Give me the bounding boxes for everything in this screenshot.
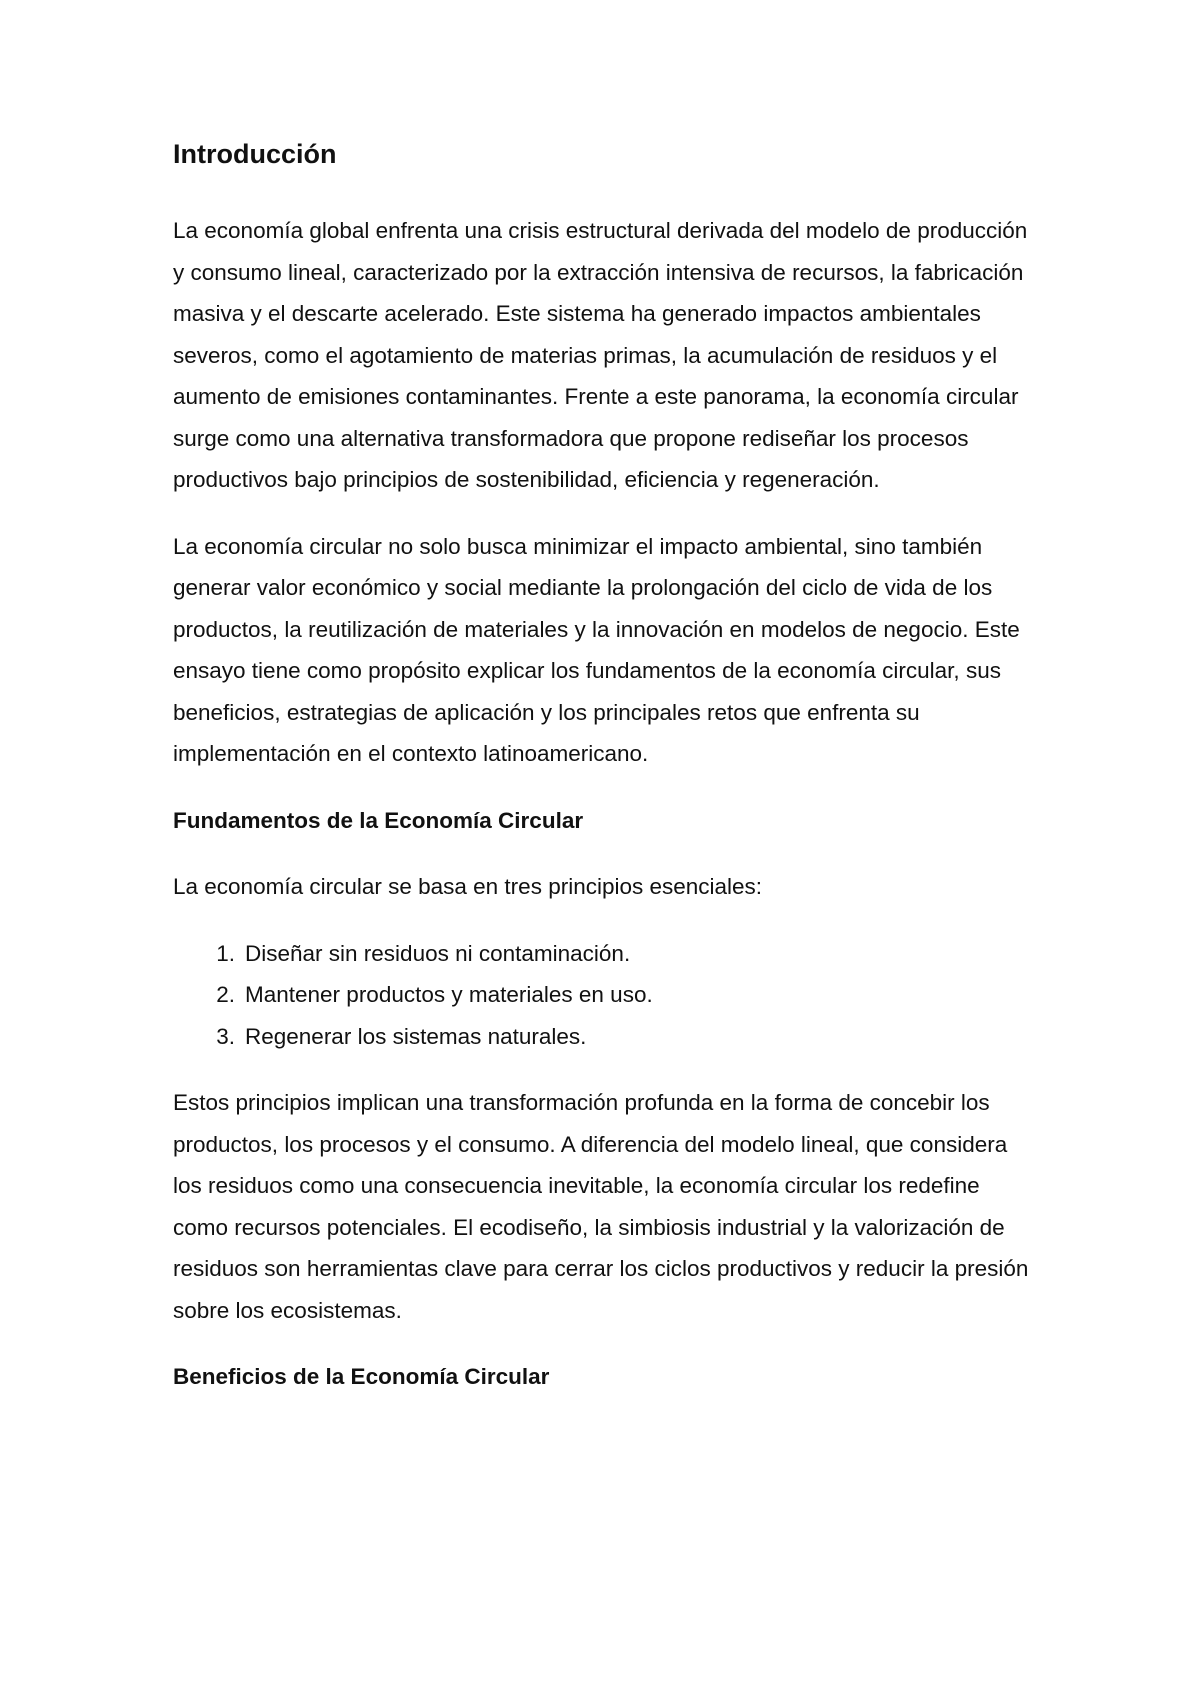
intro-paragraph-2: La economía circular no solo busca minimizar el impacto ambiental, sino también generar valor económico y social mediante la prolongación del ciclo de vida de los productos, la reutilización de materiales y la innovación en modelos de negocio. Este ensayo tiene como propósito explicar los fundamentos de la economía circular, sus beneficios, estrategias de aplicación y los principales retos que enfrenta su implementación en el contexto latinoamericano. (173, 533, 1020, 767)
list-item (173, 974, 1033, 1016)
section-heading-fundamentos: Fundamentos de la Economía Circular (173, 807, 584, 833)
list-item (173, 1016, 1033, 1058)
section-heading-beneficios: Beneficios de la Economía Circular (173, 1364, 550, 1390)
list-item-number: 1. (216, 940, 235, 966)
list-item (173, 933, 1033, 975)
principles-list (173, 933, 1033, 1058)
list-item-text: Regenerar los sistemas naturales. (245, 1023, 587, 1049)
list-item-number: 2. (216, 982, 235, 1008)
list-item-text: Diseñar sin residuos ni contaminación. (245, 940, 631, 966)
document-title: Introducción (173, 139, 337, 169)
section-closing-paragraph: Estos principios implican una transformación profunda en la forma de concebir los productos, los procesos y el consumo. A diferencia del modelo lineal, que considera los residuos como una consecuencia inevitable, la economía circular los redefine como recursos potenciales. El ecodiseño, la simbiosis industrial y la valorización de residuos son herramientas clave para cerrar los ciclos productivos y reducir la presión sobre los ecosistemas. (173, 1090, 1029, 1323)
section-lead-paragraph: La economía circular se basa en tres principios esenciales: (173, 874, 763, 900)
list-item-number: 3. (216, 1023, 235, 1049)
list-item-text: Mantener productos y materiales en uso. (245, 982, 653, 1008)
intro-paragraph-1: La economía global enfrenta una crisis estructural derivada del modelo de producción y consumo lineal, caracterizado por la extracción intensiva de recursos, la fabricación masiva y el descarte acelerado. Este sistema ha generado impactos ambientales severos, como el agotamiento de materias primas, la acumulación de residuos y el aumento de emisiones contaminantes. Frente a este panorama, la economía circular surge como una alternativa transformadora que propone rediseñar los procesos productivos bajo principios de sostenibilidad, eficiencia y regeneración. (173, 218, 1028, 493)
document-page (173, 138, 1033, 1423)
